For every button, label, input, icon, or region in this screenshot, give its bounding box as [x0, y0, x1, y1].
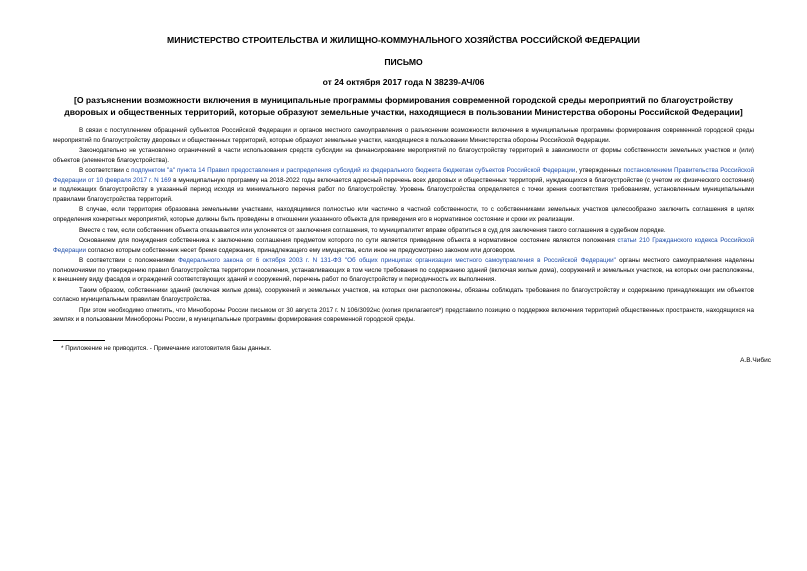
signature: А.В.Чибис	[740, 357, 771, 364]
paragraph-3-text-a: В соответствии с	[79, 167, 132, 175]
paragraph-1: В связи с поступлением обращений субъектов Российской Федерации и органов местного самоуправления о разъяснении возможности включения в муниципальные программы формирования современной городской среды мероприятий по благоустройству дворовых и общественных территорий, которые образуют земельные участки, находящиеся в пользовании Министерства обороны Российской Федерации.	[53, 127, 754, 144]
link-subsidy-rules[interactable]: подпунктом "а" пункта 14 Правил предоставления и распределения субсидий из федерального бюджета бюджетам субъектов Российской Федерации	[131, 167, 576, 175]
document-body	[53, 126, 754, 326]
ministry-title: МИНИСТЕРСТВО СТРОИТЕЛЬСТВА И ЖИЛИЩНО-КОММУНАЛЬНОГО ХОЗЯЙСТВА РОССИЙСКОЙ ФЕДЕРАЦИИ	[167, 35, 640, 45]
paragraph-6-text-a: Основанием для понуждения собственника к заключению соглашения предметом которого по сути является приведение объекта в нормативное состояние являются положения	[79, 236, 618, 244]
paragraph-6	[53, 236, 754, 255]
footnote-divider	[53, 340, 105, 341]
paragraph-6-text-b: согласно которым собственник несет бремя содержания, принадлежащего ему имущества, если иное не предусмотрено законом или договором.	[85, 246, 516, 254]
document-type: ПИСЬМО	[384, 57, 423, 67]
link-civil-code-210[interactable]: статьи 210 Гражданского кодекса Российской Федерации	[53, 236, 754, 254]
link-government-resolution-169[interactable]: постановлением Правительства Российской Федерации от 10 февраля 2017 г. N 169	[53, 167, 755, 184]
paragraph-3-text-b: , утвержденных	[575, 167, 624, 175]
paragraph-3	[53, 166, 754, 204]
paragraph-5: Вместе с тем, если собственник объекта отказывается или уклоняется от заключения соглашения, то муниципалитет вправе обратиться в суд для заключения такого соглашения в судебном порядке.	[79, 226, 666, 234]
paragraph-3-text-c: в муниципальную программу на 2018-2022 годы включается адресный перечень всех дворовых и общественных территорий, нуждающихся в благоустройстве (с учетом их физического состояния) и подлежащих благоустройству в указанный период исходя из минимального перечня работ по благоустройству. Уровень благоустройства определяется с точки зрения соответствия требованиям, установленным муниципальными правилами благоустройства территорий.	[53, 176, 754, 203]
document-date-number: от 24 октября 2017 года N 38239-АЧ/06	[322, 77, 485, 87]
paragraph-9: При этом необходимо отметить, что Минобороны России письмом от 30 августа 2017 г. N 106/3092нс (копия прилагается*) представило позицию о поддержке включения территорий общественных пространств, находящихся на землях и в пользовании Минобороны России, в муниципальные программы формирования современной городской среды.	[53, 306, 754, 324]
paragraph-4: В случае, если территория образована земельными участками, находящимися полностью или частично в частной собственности, то с собственниками земельных участков целесообразно заключить соглашения в целях определения конкретных мероприятий, которые должны быть проведены в отношении указанного объекта для приведения его в нормативное состояние и сроки их реализации.	[53, 206, 754, 224]
paragraph-7-text-a: В соответствии с положениями	[79, 257, 179, 265]
paragraph-2: Законодательно не установлено ограничений в части использования средств субсидии на финансирование мероприятий по благоустройству территорий в зависимости от формы собственности земельных участков и (или) объектов (элементов благоустройства).	[53, 147, 754, 164]
document-subject: [О разъяснении возможности включения в муниципальные программы формирования современной городской среды мероприятий по благоустройству дворовых и общественных территорий, которые образуют земельные участки, находящиеся в пользовании Министерства обороны Российской Федерации]	[64, 95, 743, 117]
paragraph-7-text-b: органы местного самоуправления наделены полномочиями по утверждению правил благоустройства территории поселения, устанавливающих в том числе требования по содержанию зданий (включая жилые дома), сооружений и земельных участков, на которых они расположены, к внешнему виду фасадов и ограждений соответствующих зданий и сооружений, перечень работ по благоустройству и периодичность их выполнения.	[53, 257, 754, 284]
footnote: * Приложение не приводится. - Примечание изготовителя базы данных.	[61, 345, 272, 352]
link-federal-law-131[interactable]: Федерального закона от 6 октября 2003 г. N 131-ФЗ "Об общих принципах организации местного самоуправления в Российской Федерации"	[178, 257, 616, 265]
paragraph-8: Таким образом, собственники зданий (включая жилые дома), сооружений и земельных участков, на которых они расположены, обязаны соблюдать требования по благоустройству и содержанию принадлежащих им объектов согласно муниципальным правилам благоустройства.	[53, 286, 754, 304]
paragraph-7	[53, 256, 754, 285]
